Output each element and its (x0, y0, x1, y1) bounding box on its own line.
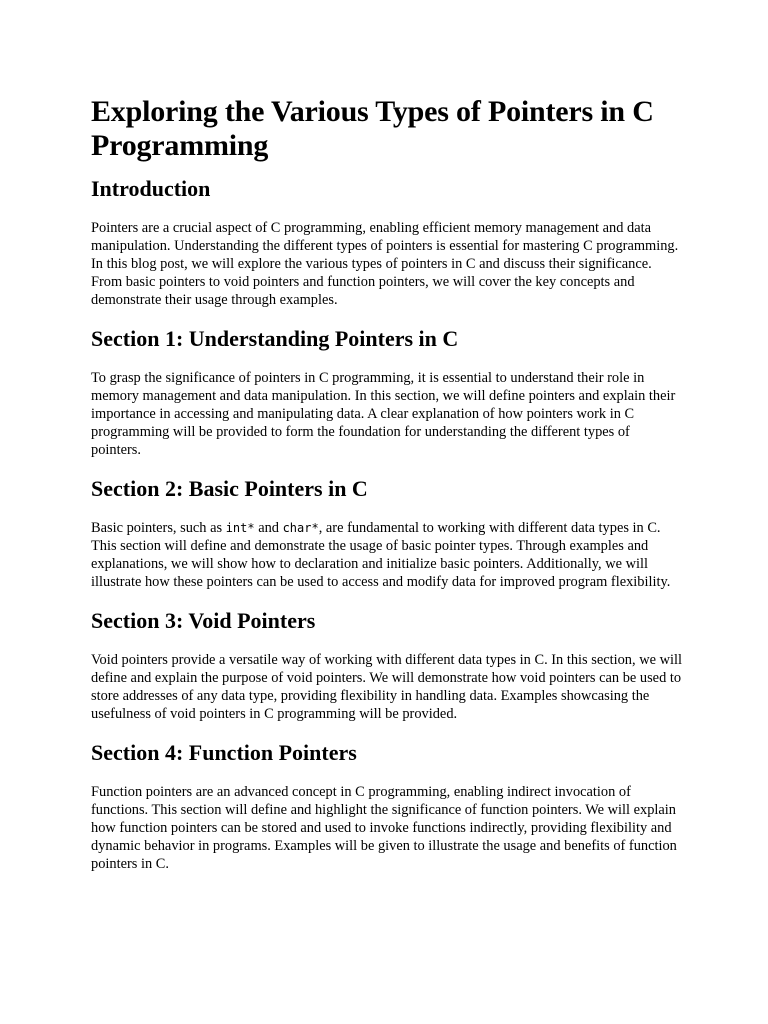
code-char-pointer: char* (282, 521, 319, 535)
section-1-heading: Section 1: Understanding Pointers in C (91, 326, 459, 351)
document-page (91, 95, 683, 889)
section-2-text-part-3: , are fundamental to working with different data types in C. This section will define and demonstrate the usage of basic pointer types. Through examples and explanations, we will show how to declaration and initialize basic pointers. Additionally, we will illustrate how these pointers can be used to access and modify data for improved program flexibility. (91, 520, 671, 590)
section-2-text-part-1: Basic pointers, such as (91, 520, 226, 536)
section-4-paragraph: Function pointers are an advanced concept in C programming, enabling indirect invocation of functions. This section will define and highlight the significance of function pointers. We will explain how function pointers can be stored and used to invoke functions indirectly, providing flexibility and dynamic behavior in programs. Examples will be given to illustrate the usage and benefits of function pointers in C. (91, 784, 677, 872)
section-2-paragraph (91, 519, 683, 591)
section-2-heading: Section 2: Basic Pointers in C (91, 476, 368, 501)
intro-paragraph: Pointers are a crucial aspect of C programming, enabling efficient memory management and data manipulation. Understanding the different types of pointers is essential for mastering C programming. In this blog post, we will explore the various types of pointers in C and discuss their significance. From basic pointers to void pointers and function pointers, we will cover the key concepts and demonstrate their usage through examples. (91, 220, 679, 308)
document-title: Exploring the Various Types of Pointers in C Programming (91, 95, 654, 162)
section-2-text-part-2: and (254, 520, 283, 536)
section-1-paragraph: To grasp the significance of pointers in C programming, it is essential to understand their role in memory management and data manipulation. In this section, we will define pointers and explain their importance in accessing and manipulating data. A clear explanation of how pointers work in C programming will be provided to form the foundation for understanding the different types of pointers. (91, 370, 676, 458)
section-4-heading: Section 4: Function Pointers (91, 740, 357, 765)
section-3-paragraph: Void pointers provide a versatile way of working with different data types in C. In this section, we will define and explain the purpose of void pointers. We will demonstrate how void pointers can be used to store addresses of any data type, providing flexibility in handling data. Examples showcasing the usefulness of void pointers in C programming will be provided. (91, 652, 682, 722)
code-int-pointer: int* (225, 521, 255, 535)
section-3-heading: Section 3: Void Pointers (91, 608, 316, 633)
intro-heading: Introduction (91, 176, 211, 201)
